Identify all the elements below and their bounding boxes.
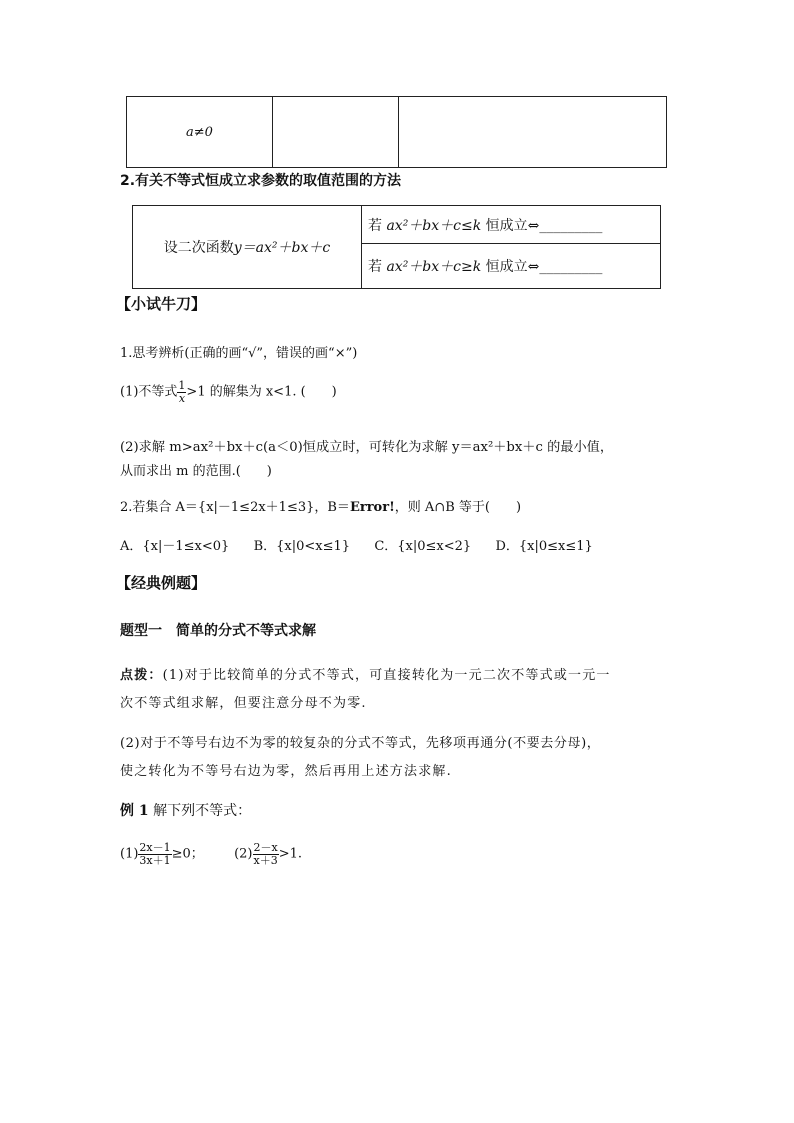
problem-2-suffix: >1. [278, 846, 302, 862]
quadratic-table [132, 205, 661, 289]
row2-math: ax²＋bx＋c≥k [386, 259, 482, 275]
question-1-1 [120, 380, 337, 404]
problem-2-prefix: (2) [234, 846, 253, 862]
row2-suffix: 恒成立⇔ [481, 259, 540, 275]
option-a: A．{x|－1≤x<0} [120, 539, 230, 554]
quadratic-table-left-cell [133, 206, 362, 289]
row1-prefix: 若 [368, 217, 387, 234]
q2-suffix: ，则 A∩B 等于( ) [394, 500, 522, 515]
q2-prefix: 2.若集合 A＝{x|－1≤2x＋1≤3}，B＝ [120, 500, 350, 515]
problem-1-fraction [138, 842, 171, 866]
question-2-options [120, 535, 593, 554]
row1-math: ax²＋bx＋c≤k [386, 217, 482, 234]
question-1-2-line-1: (2)求解 m>ax²＋bx＋c(a＜0)恒成立时，可转化为求解 y＝ax²＋bx＋c 的最小值， [120, 440, 614, 455]
problem-2-denominator: x＋3 [253, 853, 278, 867]
q1-1-prefix: (1)不等式 [120, 384, 178, 400]
example-1-problems [120, 842, 302, 866]
q1-1-frac-num: 1 [178, 379, 186, 392]
tip-paragraph-2-line-2: 使之转化为不等号右边为零，然后再用上述方法求解. [120, 764, 452, 779]
top-table [126, 96, 667, 168]
tip-p1-line1: (1)对于比较简单的分式不等式，可直接转化为一元二次不等式或一元一 [162, 668, 611, 683]
option-b: B．{x|0<x≤1} [253, 539, 351, 554]
q2-error-text: Error! [349, 500, 395, 515]
section-trial-heading: 【小试牛刀】 [116, 295, 207, 313]
problem-1-prefix: (1) [120, 846, 139, 862]
section-2-title: 2.有关不等式恒成立求参数的取值范围的方法 [120, 173, 402, 189]
tip-paragraph-2-line-1: (2)对于不等号右边不为零的较复杂的分式不等式，先移项再通分(不要去分母)， [120, 736, 601, 751]
q1-1-frac-den: x [178, 391, 186, 405]
problem-2-numerator: 2－x [253, 841, 278, 854]
row1-answer-blank: _________ [539, 217, 603, 234]
tip-paragraph-1-line-1 [120, 664, 611, 683]
question-2 [120, 496, 521, 515]
problem-2-fraction [253, 842, 279, 866]
problem-1-suffix: ≥0； [171, 846, 204, 862]
question-1-2-line-2: 从而求出 m 的范围.( ) [120, 464, 272, 479]
row1-suffix: 恒成立⇔ [481, 217, 540, 234]
quadratic-def-math: y＝ax²＋bx＋c [233, 240, 331, 256]
q1-1-suffix: >1 的解集为 x<1. ( ) [186, 384, 337, 400]
top-table-cell-3 [399, 97, 667, 168]
quadratic-table-row-2 [362, 244, 661, 289]
tip-label: 点拨： [120, 668, 163, 683]
row2-answer-blank: _________ [539, 259, 603, 275]
example-1-intro [120, 800, 251, 820]
question-1-intro: 1.思考辨析(正确的画“√”，错误的画“×”) [120, 346, 358, 361]
example-1-label: 例 1 [120, 803, 149, 819]
top-table-cell-1 [127, 97, 273, 168]
top-table-cell-2 [273, 97, 399, 168]
section-examples-heading: 【经典例题】 [116, 574, 207, 592]
tip-paragraph-1-line-2: 次不等式组求解，但要注意分母不为零. [120, 696, 367, 711]
problem-1-numerator: 2x－1 [139, 841, 171, 854]
example-1-text: 解下列不等式： [148, 803, 252, 819]
option-d: D．{x|0≤x≤1} [495, 539, 593, 554]
quadratic-table-row-1 [362, 206, 661, 244]
row2-prefix: 若 [368, 259, 387, 275]
top-table-cell-1-text: a≠0 [186, 124, 213, 140]
problem-1-denominator: 3x＋1 [139, 853, 171, 867]
type-1-title: 题型一 简单的分式不等式求解 [120, 623, 316, 639]
quadratic-def-label: 设二次函数 [163, 240, 234, 256]
option-c: C．{x|0≤x<2} [374, 539, 472, 554]
